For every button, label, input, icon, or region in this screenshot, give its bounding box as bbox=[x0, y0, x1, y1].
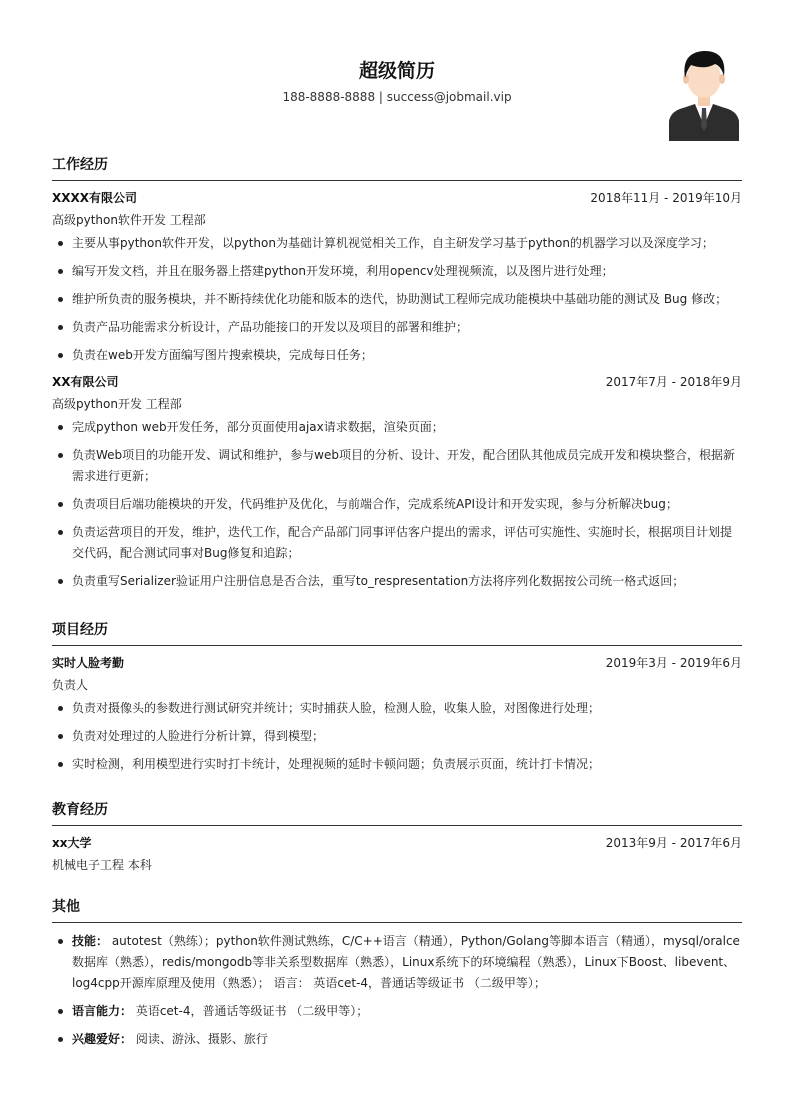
list-item: 主要从事python软件开发，以python为基础计算机视觉相关工作，自主研发学习基于python的机器学习以及深度学习； bbox=[52, 233, 742, 254]
school-name: xx大学 bbox=[52, 836, 92, 850]
list-item: 完成python web开发任务，部分页面使用ajax请求数据，渲染页面； bbox=[52, 417, 742, 438]
other-section bbox=[52, 896, 742, 1057]
work-section bbox=[52, 154, 742, 599]
list-item: 负责Web项目的功能开发、调试和维护，参与web项目的分析、设计、开发，配合团队其他成员完成开发和模块整合，根据新需求进行更新； bbox=[52, 445, 742, 487]
work-date: 2018年11月 - 2019年10月 bbox=[590, 191, 742, 205]
list-item: 编写开发文档，并且在服务器上搭建python开发环境，利用opencv处理视频流，以及图片进行处理； bbox=[52, 261, 742, 282]
project-bullets bbox=[52, 698, 742, 775]
work-bullets bbox=[52, 417, 742, 592]
list-item: 维护所负责的服务模块，并不断持续优化功能和版本的迭代，协助测试工程师完成功能模块中基础功能的测试及 Bug 修改； bbox=[52, 289, 742, 310]
section-title-work: 工作经历 bbox=[52, 154, 742, 181]
list-item: 负责对摄像头的参数进行测试研究并统计；实时捕获人脸，检测人脸，收集人脸，对图像进行处理； bbox=[52, 698, 742, 719]
project-entry bbox=[52, 654, 742, 775]
hobby-label: 兴趣爱好： bbox=[72, 1032, 133, 1046]
list-item: 负责在web开发方面编写图片搜索模块，完成每日任务； bbox=[52, 345, 742, 366]
work-date: 2017年7月 - 2018年9月 bbox=[605, 375, 742, 389]
list-item: 负责产品功能需求分析设计，产品功能接口的开发以及项目的部署和维护； bbox=[52, 317, 742, 338]
avatar bbox=[669, 48, 739, 141]
work-bullets bbox=[52, 233, 742, 366]
resume-header bbox=[52, 48, 742, 143]
language-label: 语言能力： bbox=[72, 1004, 133, 1018]
list-item: 实时检测，利用模型进行实时打卡统计，处理视频的延时卡顿问题；负责展示页面，统计打卡情况； bbox=[52, 754, 742, 775]
language-text: 英语cet-4，普通话等级证书 （二级甲等）； bbox=[132, 1004, 369, 1018]
section-title-education: 教育经历 bbox=[52, 799, 742, 826]
work-role: 高级python开发 工程部 bbox=[52, 397, 182, 411]
project-section bbox=[52, 619, 742, 782]
section-title-projects: 项目经历 bbox=[52, 619, 742, 646]
work-entry bbox=[52, 189, 742, 366]
skills-label: 技能： bbox=[72, 934, 109, 948]
education-entry bbox=[52, 834, 742, 878]
education-date: 2013年9月 - 2017年6月 bbox=[605, 836, 742, 850]
skills-text: autotest（熟练）；python软件测试熟练，C/C++语言（精通），Python/Golang等脚本语言（精通），mysql/oralce数据库（熟悉），redis/mongodb等非关系型数据库（熟悉），Linux系统下的环境编程（熟悉），Linux下Boost、libevent、log4cpp开源库原理及使用（熟悉）； 语言： 英语cet-4，普通话等级证书 （二级甲等）； bbox=[72, 934, 740, 990]
work-entry bbox=[52, 373, 742, 592]
contact-info: 188-8888-8888 | success@jobmail.vip bbox=[282, 90, 512, 104]
list-item: 负责运营项目的开发，维护，迭代工作，配合产品部门同事评估客户提出的需求，评估可实施性、实施时长，根据项目计划提交代码，配合测试同事对Bug修复和追踪； bbox=[52, 522, 742, 564]
education-major: 机械电子工程 本科 bbox=[52, 858, 152, 872]
hobby-text: 阅读、游泳、摄影、旅行 bbox=[132, 1032, 268, 1046]
company-name: XXXX有限公司 bbox=[52, 191, 138, 205]
list-item: 负责对处理过的人脸进行分析计算，得到模型； bbox=[52, 726, 742, 747]
project-role: 负责人 bbox=[52, 678, 89, 692]
hobby-item bbox=[52, 1029, 742, 1050]
project-date: 2019年3月 - 2019年6月 bbox=[605, 656, 742, 670]
education-section bbox=[52, 799, 742, 878]
list-item: 负责重写Serializer验证用户注册信息是否合法，重写to_respresentation方法将序列化数据按公司统一格式返回； bbox=[52, 571, 742, 592]
resume-name: 超级简历 bbox=[358, 60, 435, 82]
company-name: XX有限公司 bbox=[52, 375, 119, 389]
list-item: 负责项目后端功能模块的开发，代码维护及优化，与前端合作，完成系统API设计和开发实现，参与分析解决bug； bbox=[52, 494, 742, 515]
other-bullets bbox=[52, 931, 742, 1050]
section-title-other: 其他 bbox=[52, 896, 742, 923]
work-role: 高级python软件开发 工程部 bbox=[52, 213, 206, 227]
skills-item bbox=[52, 931, 742, 994]
language-item bbox=[52, 1001, 742, 1022]
project-name: 实时人脸考勤 bbox=[52, 656, 125, 670]
